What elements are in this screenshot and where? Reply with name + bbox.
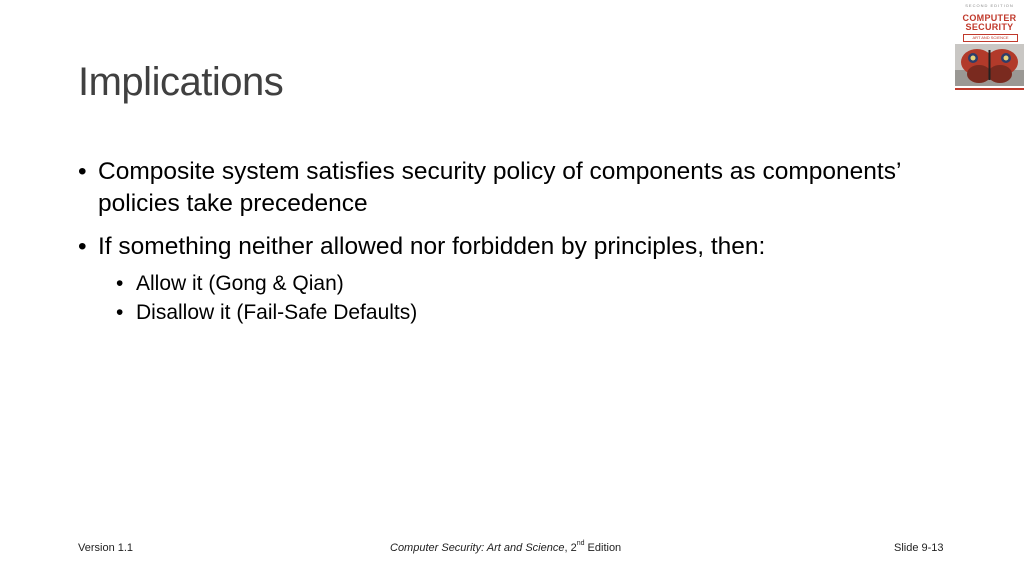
footer-slide-number: Slide 9-13: [894, 542, 944, 554]
book-title-line1: COMPUTER: [962, 13, 1017, 23]
bullet-text: If something neither allowed nor forbidden by principles, then:: [98, 233, 766, 260]
sub-bullet-text: Disallow it (Fail-Safe Defaults): [136, 301, 418, 324]
sub-bullet-item: [78, 299, 958, 327]
footer-book-citation: [390, 542, 621, 554]
footer-edition-suffix: Edition: [584, 542, 622, 554]
book-cover-thumbnail: [955, 0, 1024, 90]
sub-bullet-item: [78, 270, 958, 298]
footer-edition-sup: nd: [576, 540, 585, 547]
book-subtitle: ART AND SCIENCE: [963, 34, 1018, 42]
footer-edition-prefix: , 2: [564, 542, 577, 554]
bullet-dot-icon: •: [78, 158, 87, 185]
footer-book-title: Computer Security: Art and Science: [390, 542, 565, 554]
bullet-text: Composite system satisfies security policy of components as components’ policies take precedence: [98, 158, 901, 217]
book-title-line2: SECURITY: [965, 22, 1014, 32]
bullet-item: [78, 156, 958, 220]
book-edition: SECOND EDITION: [965, 3, 1014, 8]
slide-title: Implications: [78, 60, 284, 104]
bullet-item: [78, 231, 958, 263]
book-title: [955, 14, 1024, 32]
bullet-dot-icon: •: [116, 272, 124, 295]
footer-version: Version 1.1: [78, 542, 134, 554]
butterfly-image: [955, 44, 1024, 86]
bullet-list: [78, 156, 958, 332]
bullet-dot-icon: •: [78, 233, 87, 260]
sub-bullet-text: Allow it (Gong & Qian): [136, 272, 344, 295]
bullet-dot-icon: •: [116, 301, 124, 324]
